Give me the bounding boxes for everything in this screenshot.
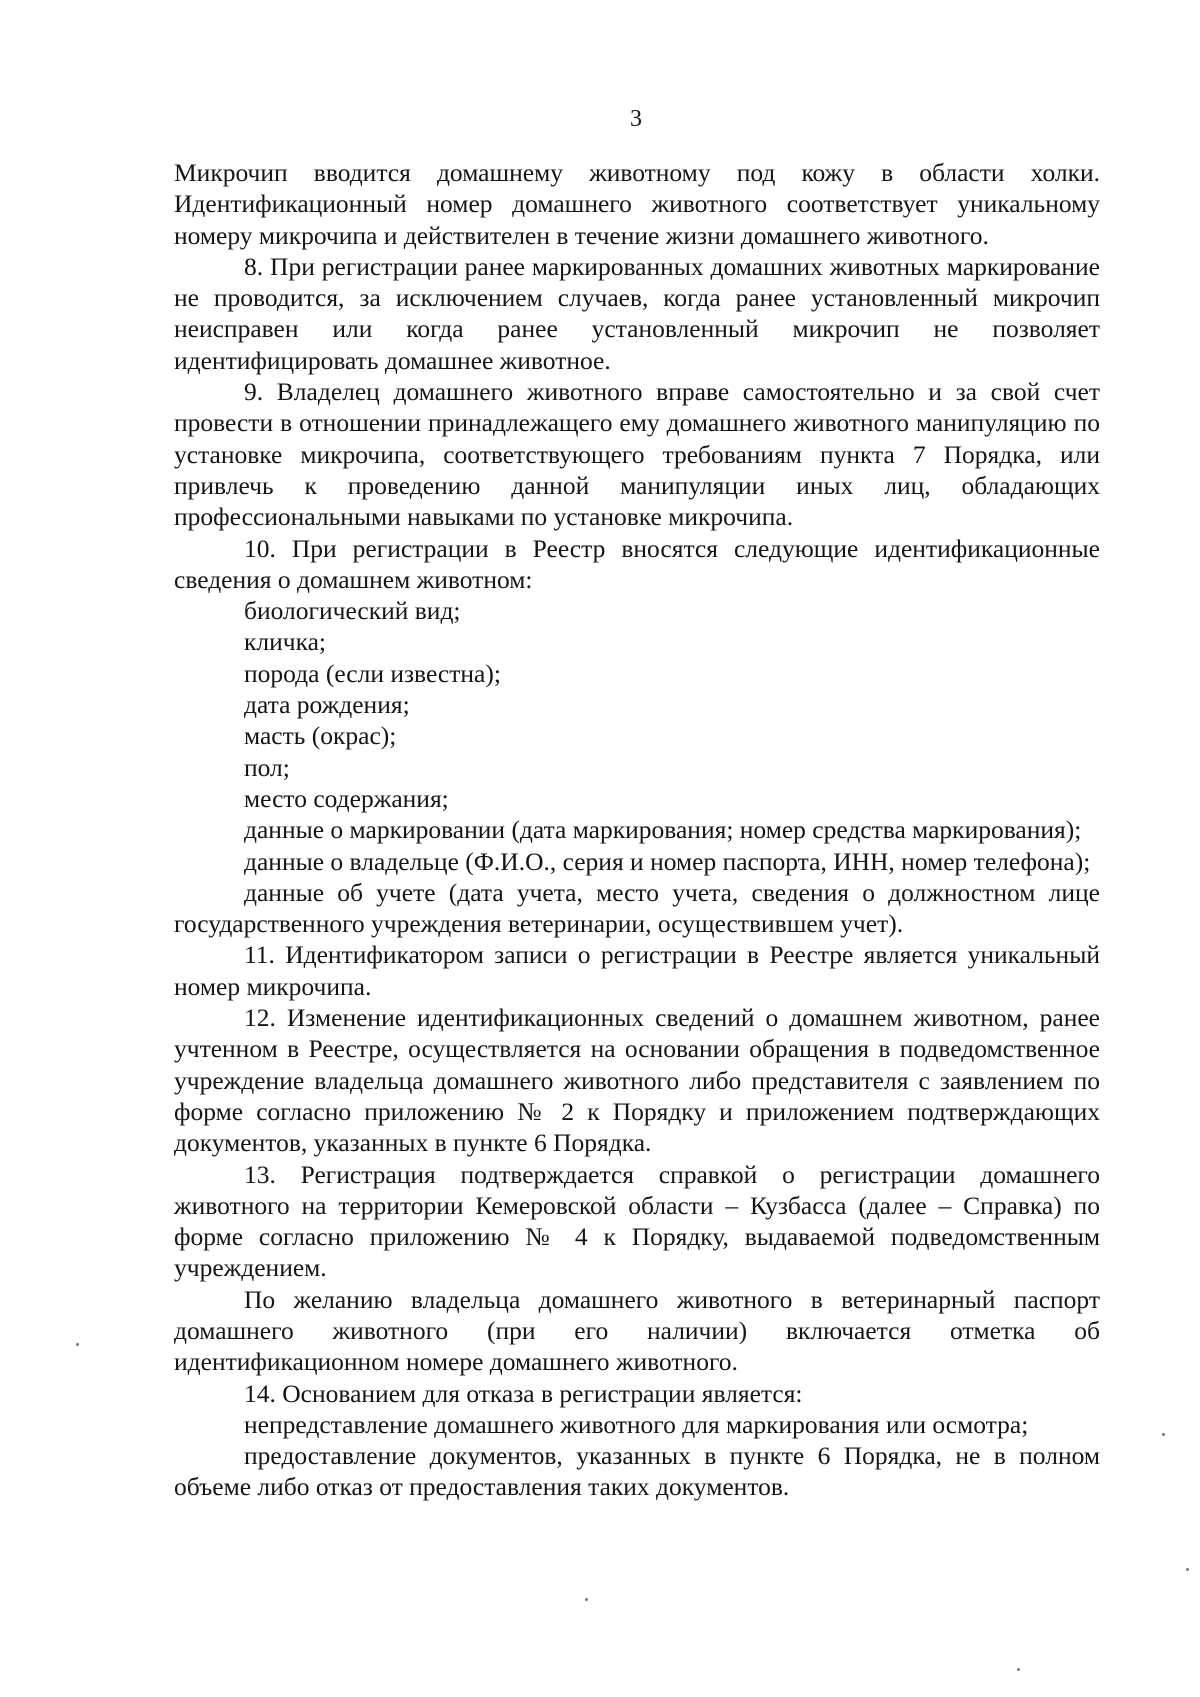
paragraph-item-14: 14. Основанием для отказа в регистрации является: bbox=[244, 1378, 803, 1408]
document-body bbox=[174, 157, 1100, 1503]
paragraph-refusal-reason-1: непредставление домашнего животного для маркирования или осмотра; bbox=[244, 1409, 1029, 1439]
list-item-location: место содержания; bbox=[244, 783, 449, 813]
list-item-birth-date: дата рождения; bbox=[244, 690, 410, 720]
scan-speck bbox=[1162, 1433, 1165, 1436]
scan-speck bbox=[1186, 1568, 1189, 1571]
list-item-owner: данные о владельце (Ф.И.О., серия и номер паспорта, ИНН, номер телефона); bbox=[244, 846, 1091, 876]
list-item-accounting: данные об учете (дата учета, место учета, сведения о должностном лице государственного учреждения ветеринарии, осуществившем учет). bbox=[174, 877, 1100, 939]
scan-speck bbox=[76, 1343, 79, 1346]
list-item-color: масть (окрас); bbox=[244, 721, 397, 751]
paragraph-item-12: 12. Изменение идентификационных сведений о домашнем животном, ранее учтенном в Реестре, осуществляется на основании обращения в подведомственное учреждение владельца домашнего животного либо представителя с заявлением по форме согласно приложению № 2 к Порядку и приложением подтверждающих документов, указанных в пункте 6 Порядка. bbox=[174, 1003, 1100, 1158]
list-item-name: кличка; bbox=[244, 627, 326, 657]
paragraph-item-11: 11. Идентификатором записи о регистрации в Реестре является уникальный номер микрочипа. bbox=[174, 940, 1100, 1001]
paragraph-item-10: 10. При регистрации в Реестр вносятся следующие идентификационные сведения о домашнем животном: bbox=[174, 533, 1100, 594]
list-item-marking: данные о маркировании (дата маркирования; номер средства маркирования); bbox=[244, 815, 1082, 845]
list-item-breed: порода (если известна); bbox=[244, 658, 501, 688]
scan-speck bbox=[585, 1598, 588, 1601]
paragraph-item-9: 9. Владелец домашнего животного вправе самостоятельно и за свой счет провести в отношении принадлежащего ему домашнего животного манипуляцию по установке микрочипа, соответствующего требованиям пункта 7 Порядка, или привлечь к проведению данной манипуляции иных лиц, обладающих профессиональными навыками по установке микрочипа. bbox=[174, 377, 1100, 532]
paragraph-passport-mark: По желанию владельца домашнего животного в ветеринарный паспорт домашнего животного (при его наличии) включается отметка об идентификационном номере домашнего животного. bbox=[174, 1284, 1100, 1377]
paragraph-refusal-reason-2: предоставление документов, указанных в пункте 6 Порядка, не в полном объеме либо отказ от предоставления таких документов. bbox=[174, 1441, 1100, 1502]
paragraph-item-8: 8. При регистрации ранее маркированных домашних животных маркирование не проводится, за исключением случаев, когда ранее установленный микрочип неисправен или когда ранее установленный микрочип не позволяет идентифицировать домашнее животное. bbox=[174, 251, 1100, 375]
list-item-species: биологический вид; bbox=[244, 596, 461, 626]
scan-speck bbox=[1017, 1668, 1020, 1671]
list-item-sex: пол; bbox=[244, 752, 290, 782]
paragraph-item-13: 13. Регистрация подтверждается справкой о регистрации домашнего животного на территории Кемеровской области – Кузбасса (далее – Справка) по форме согласно приложению № 4 к Порядку, выдаваемой подведомственным учреждением. bbox=[174, 1159, 1100, 1283]
page-number: 3 bbox=[630, 106, 642, 132]
paragraph-microchip-intro: Микрочип вводится домашнему животному под кожу в области холки. Идентификационный номер домашнего животного соответствует уникальному номеру микрочипа и действителен в течение жизни домашнего животного. bbox=[174, 158, 1100, 250]
